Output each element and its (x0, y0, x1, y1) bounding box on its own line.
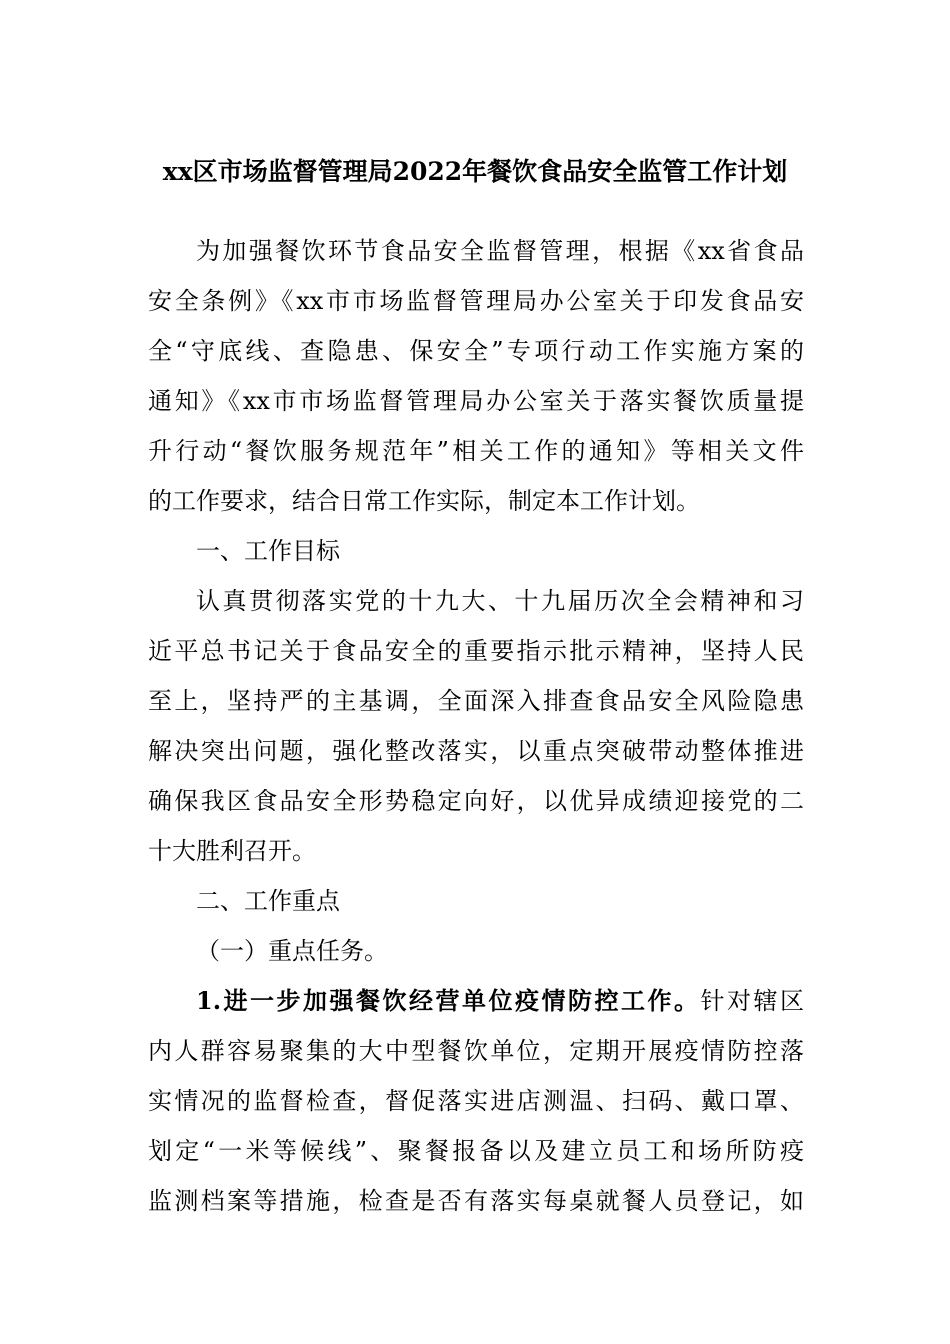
task-line (196, 981, 804, 1021)
section-heading: 一、工作目标 (196, 537, 340, 565)
paragraph-line: 解决突出问题，强化整改落实，以重点突破带动整体推进 (148, 737, 804, 765)
paragraph-line: 确保我区食品安全形势稳定向好，以优异成绩迎接党的二 (148, 787, 804, 815)
paragraph-line: 监测档案等措施，检查是否有落实每桌就餐人员登记，如 (148, 1187, 804, 1215)
paragraph-line: 为加强餐饮环节食品安全监督管理，根据《xx省食品 (196, 237, 804, 265)
paragraph-line: 安全条例》《xx市市场监督管理局办公室关于印发食品安 (148, 287, 804, 315)
task-text: 针对辖区 (700, 987, 804, 1015)
task-heading: 1.进一步加强餐饮经营单位疫情防控工作。 (196, 986, 701, 1015)
paragraph-line: 划定“一米等候线”、聚餐报备以及建立员工和场所防疫 (148, 1137, 804, 1165)
section-heading: 二、工作重点 (196, 887, 340, 915)
paragraph-line: 的工作要求，结合日常工作实际，制定本工作计划。 (148, 487, 700, 515)
paragraph-line: 实情况的监督检查，督促落实进店测温、扫码、戴口罩、 (148, 1087, 804, 1115)
paragraph-line: 升行动“餐饮服务规范年”相关工作的通知》等相关文件 (148, 437, 804, 465)
paragraph-line: 认真贯彻落实党的十九大、十九届历次全会精神和习 (196, 587, 804, 615)
paragraph-line: 近平总书记关于食品安全的重要指示批示精神，坚持人民 (148, 637, 804, 665)
paragraph-line: 十大胜利召开。 (148, 837, 316, 865)
paragraph-line: 内人群容易聚集的大中型餐饮单位，定期开展疫情防控落 (148, 1037, 804, 1065)
paragraph-line: 全“守底线、查隐患、保安全”专项行动工作实施方案的 (148, 337, 804, 365)
subsection-heading: （一）重点任务。 (196, 937, 388, 965)
document-title: xx区市场监督管理局2022年餐饮食品安全监管工作计划 (162, 157, 788, 186)
paragraph-line: 通知》《xx市市场监督管理局办公室关于落实餐饮质量提 (148, 387, 804, 415)
paragraph-line: 至上，坚持严的主基调，全面深入排查食品安全风险隐患 (148, 687, 804, 715)
